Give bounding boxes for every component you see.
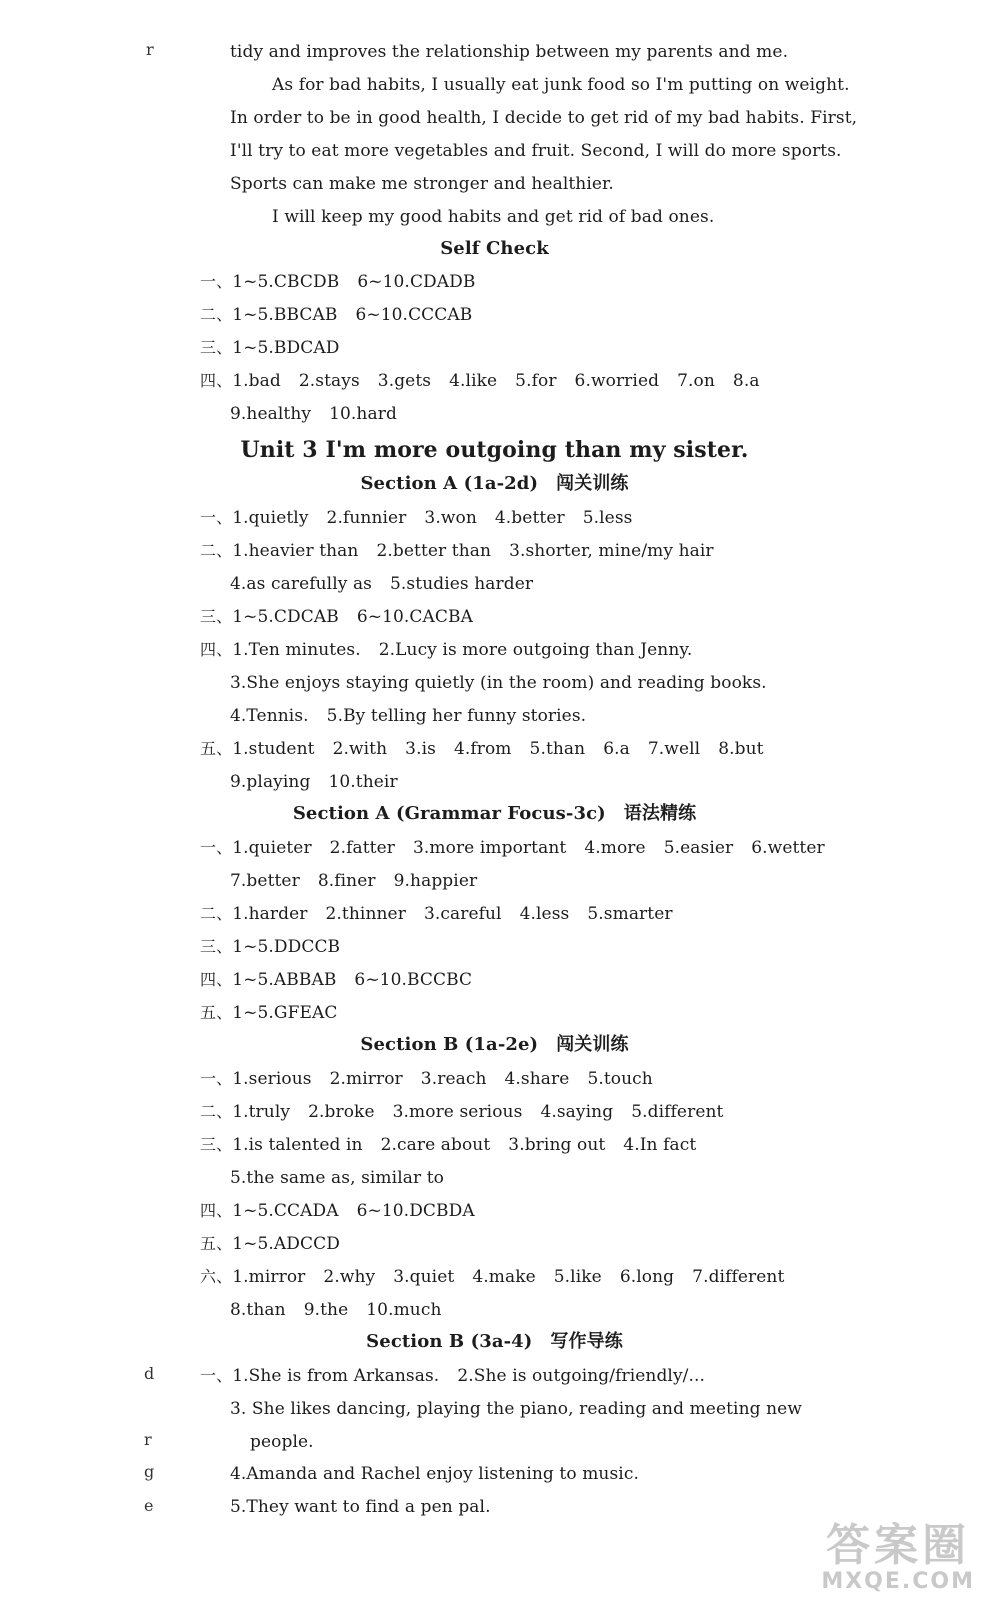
answer-row: 三、1~5.BDCAD xyxy=(200,338,340,358)
answer-row: 二、1.heavier than 2.better than 3.shorter, mine/my hair xyxy=(200,541,714,561)
edge-mark: r xyxy=(146,40,154,59)
section-heading: Self Check xyxy=(440,238,549,259)
answer-row: 7.better 8.finer 9.happier xyxy=(230,871,478,891)
answer-row: 四、1~5.ABBAB 6~10.BCCBC xyxy=(200,970,473,990)
answer-row: 一、1.serious 2.mirror 3.reach 4.share 5.touch xyxy=(200,1069,653,1089)
essay-line: tidy and improves the relationship between my parents and me. xyxy=(230,42,789,62)
answer-row: 一、1~5.CBCDB 6~10.CDADB xyxy=(200,272,476,292)
answer-row: 3.She enjoys staying quietly (in the room) and reading books. xyxy=(230,673,767,693)
edge-mark: r xyxy=(144,1430,152,1449)
edge-mark: d xyxy=(144,1364,155,1383)
answer-row: 4.Tennis. 5.By telling her funny stories. xyxy=(230,706,587,726)
answer-row: 二、1~5.BBCAB 6~10.CCCAB xyxy=(200,305,473,325)
answer-row: 四、1~5.CCADA 6~10.DCBDA xyxy=(200,1201,475,1221)
answer-row: 4.Amanda and Rachel enjoy listening to music. xyxy=(230,1464,639,1484)
answer-row: 9.healthy 10.hard xyxy=(230,404,397,424)
answer-row: 四、1.bad 2.stays 3.gets 4.like 5.for 6.worried 7.on 8.a xyxy=(200,371,760,391)
answer-row: 一、1.quietly 2.funnier 3.won 4.better 5.less xyxy=(200,508,633,528)
unit-title: Unit 3 I'm more outgoing than my sister. xyxy=(240,437,749,463)
section-heading: Section B (1a-2e) 闯关训练 xyxy=(360,1034,629,1055)
answer-row: 三、1~5.CDCAB 6~10.CACBA xyxy=(200,607,473,627)
answer-row: 二、1.harder 2.thinner 3.careful 4.less 5.smarter xyxy=(200,904,673,924)
watermark-en: MXQE.COM xyxy=(821,1569,975,1594)
site-watermark xyxy=(821,1522,975,1594)
section-heading: Section B (3a-4) 写作导练 xyxy=(366,1331,623,1352)
edge-mark: e xyxy=(144,1496,154,1515)
answer-row: 8.than 9.the 10.much xyxy=(230,1300,442,1320)
answer-row: 5.the same as, similar to xyxy=(230,1168,444,1188)
edge-mark: g xyxy=(144,1462,155,1481)
watermark-cn: 答案圈 xyxy=(826,1520,971,1571)
answer-row: 9.playing 10.their xyxy=(230,772,398,792)
answer-row: 4.as carefully as 5.studies harder xyxy=(230,574,534,594)
answer-row: 二、1.truly 2.broke 3.more serious 4.saying 5.different xyxy=(200,1102,724,1122)
answer-row: 三、1.is talented in 2.care about 3.bring out 4.In fact xyxy=(200,1135,697,1155)
answer-row: 5.They want to find a pen pal. xyxy=(230,1497,491,1517)
answer-row: 一、1.quieter 2.fatter 3.more important 4.more 5.easier 6.wetter xyxy=(200,838,825,858)
answer-row: 五、1~5.ADCCD xyxy=(200,1234,340,1254)
answer-row: people. xyxy=(250,1432,314,1452)
essay-line: As for bad habits, I usually eat junk food so I'm putting on weight. xyxy=(272,75,850,95)
answer-row: 四、1.Ten minutes. 2.Lucy is more outgoing than Jenny. xyxy=(200,640,693,660)
essay-line: Sports can make me stronger and healthier. xyxy=(230,174,614,194)
answer-row: 一、1.She is from Arkansas. 2.She is outgoing/friendly/... xyxy=(200,1366,706,1386)
answer-row: 三、1~5.DDCCB xyxy=(200,937,341,957)
essay-line: I'll try to eat more vegetables and fruit. Second, I will do more sports. xyxy=(230,141,842,161)
answer-row: 五、1.student 2.with 3.is 4.from 5.than 6.a 7.well 8.but xyxy=(200,739,764,759)
section-heading: Section A (Grammar Focus-3c) 语法精练 xyxy=(292,803,697,824)
answer-row: 六、1.mirror 2.why 3.quiet 4.make 5.like 6.long 7.different xyxy=(200,1267,785,1287)
essay-line: In order to be in good health, I decide to get rid of my bad habits. First, xyxy=(230,108,858,128)
answer-row: 五、1~5.GFEAC xyxy=(200,1003,338,1023)
answer-row: 3. She likes dancing, playing the piano, reading and meeting new xyxy=(230,1399,802,1419)
essay-line: I will keep my good habits and get rid of bad ones. xyxy=(272,207,715,227)
section-heading: Section A (1a-2d) 闯关训练 xyxy=(360,473,629,494)
